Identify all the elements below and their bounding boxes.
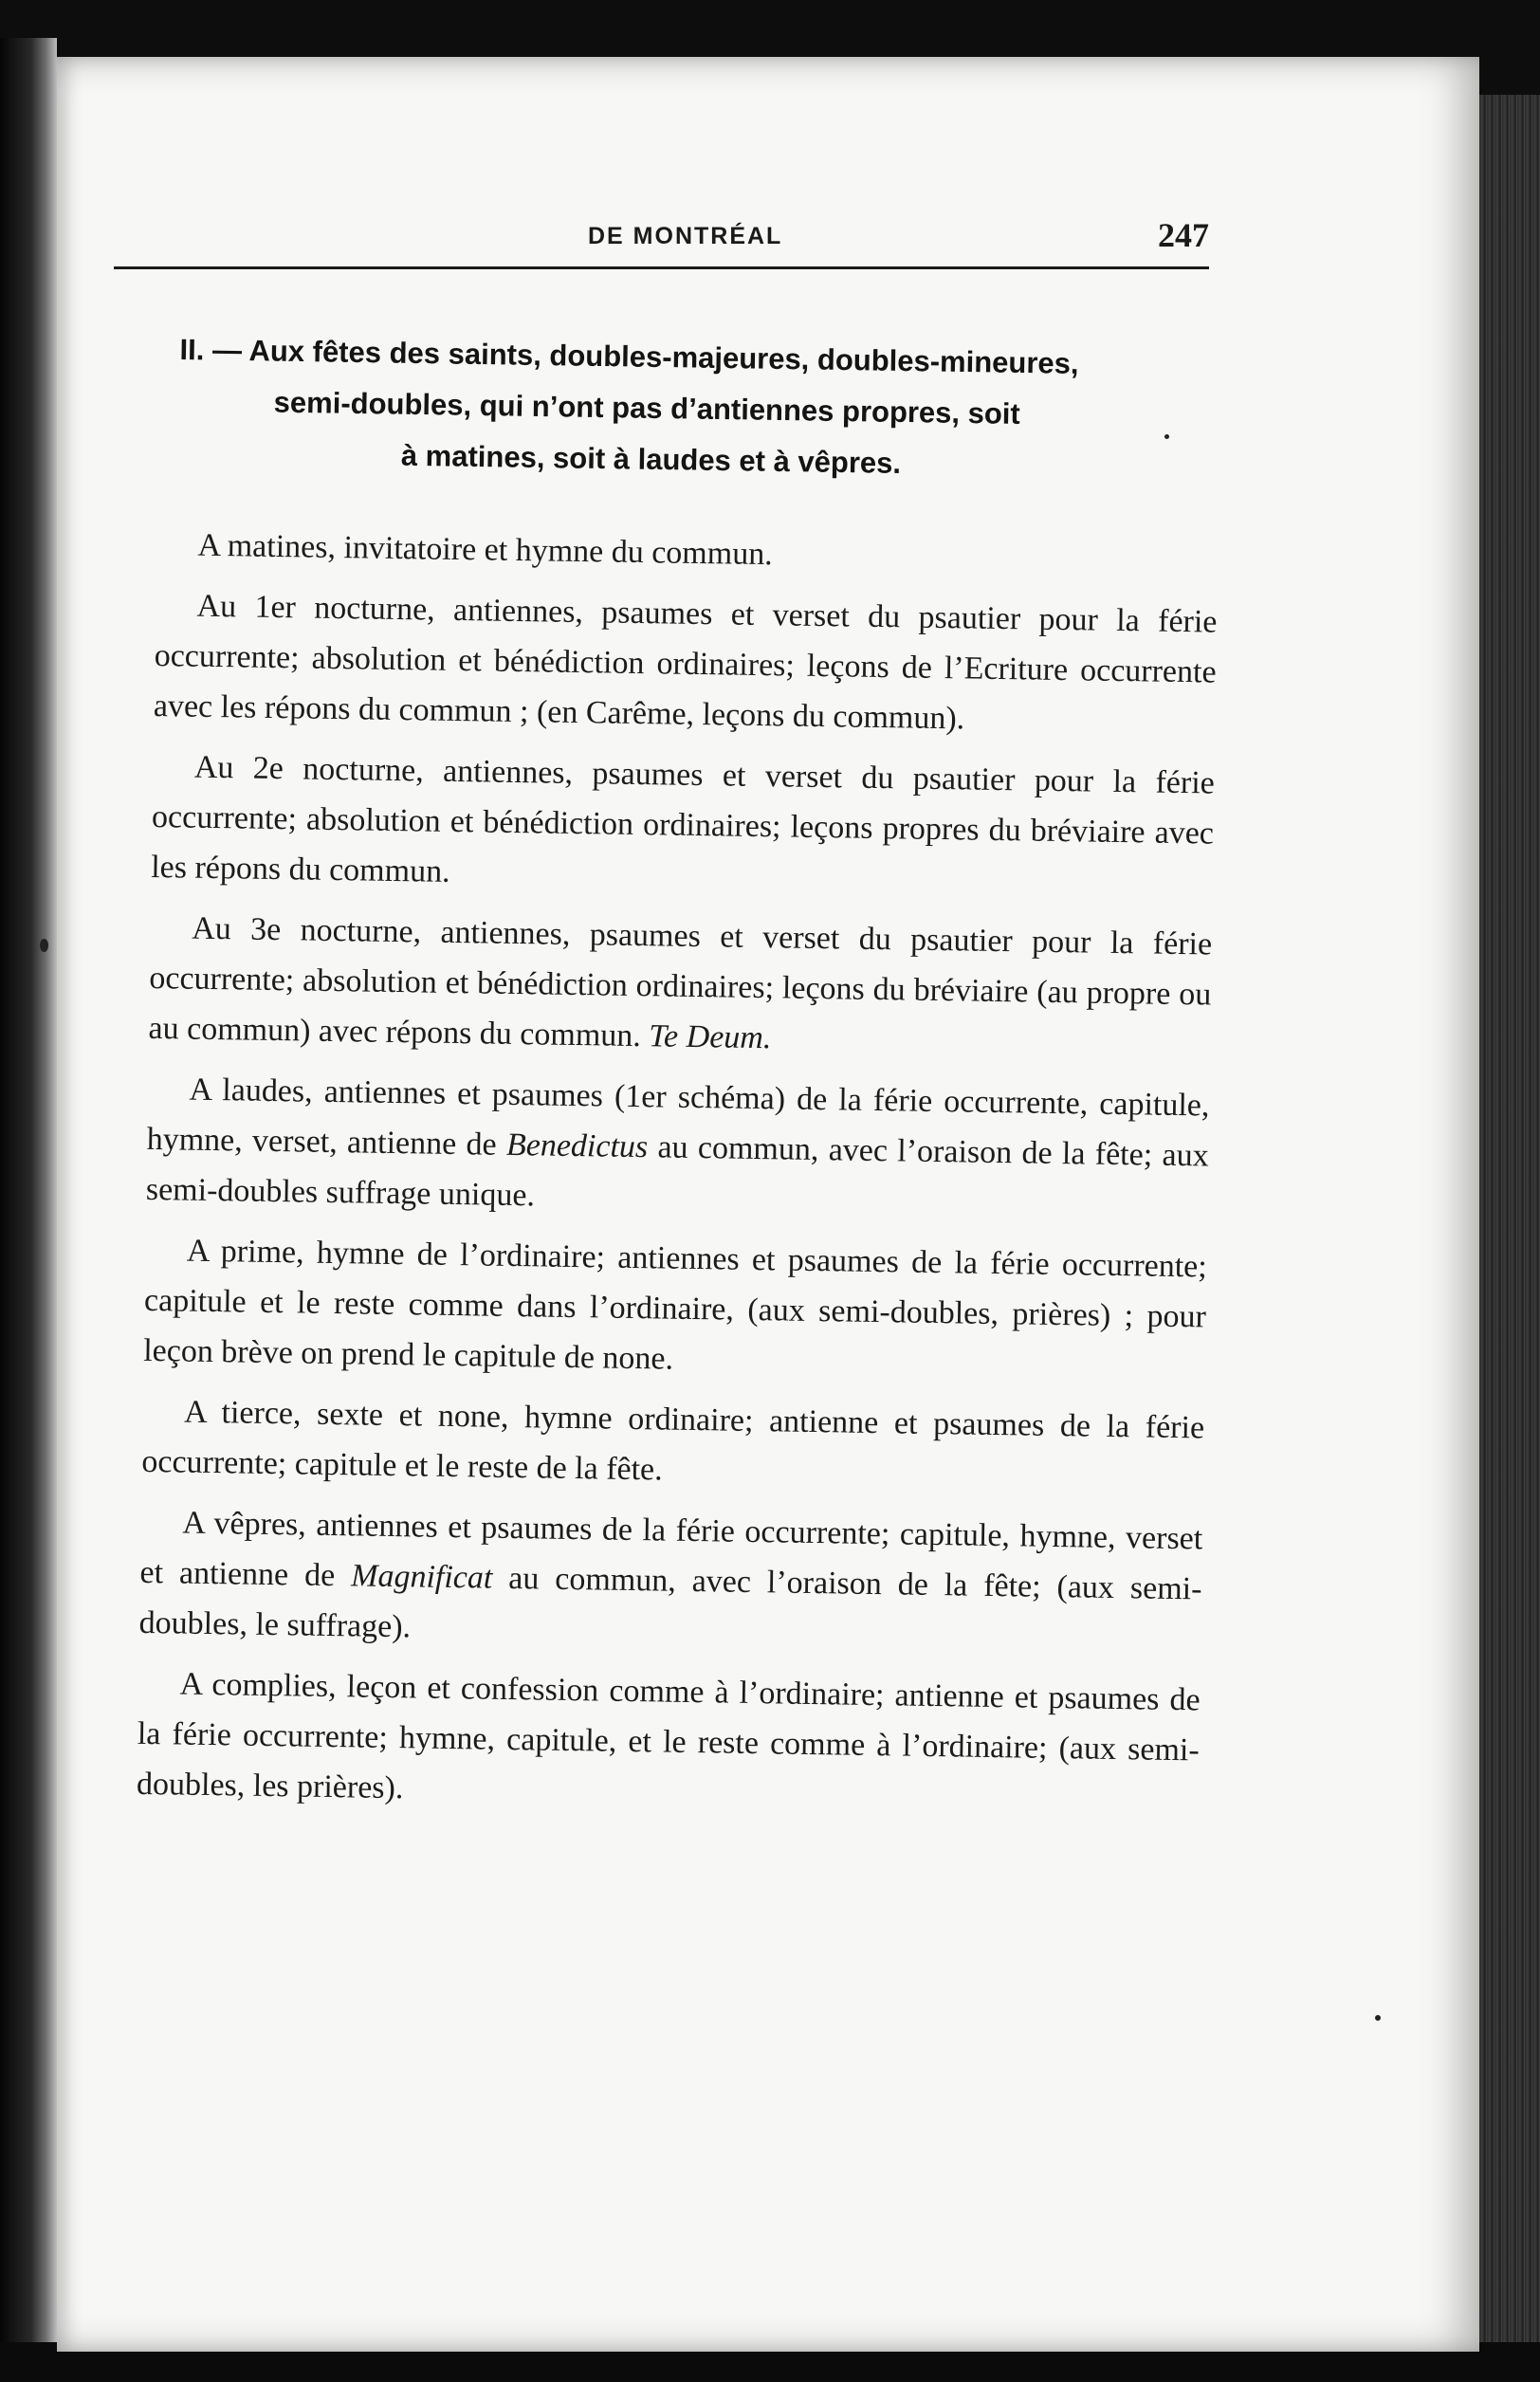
section-heading	[177, 324, 1203, 494]
running-head: DE MONTRÉAL	[588, 223, 783, 249]
section-heading-line: II. — Aux fêtes des saints, doubles-majeures, doubles-mineures,	[179, 332, 1079, 380]
paragraph-1er-nocturne: Au 1er nocturne, antiennes, psaumes et verset du psautier pour la férie occurrente; absolution et bénédiction ordinaires; leçons de l’Ecriture occurrente avec les répons du commun ; (en Carême, leçons du commun).	[153, 588, 1218, 737]
paragraph-laudes: A laudes, antiennes et psaumes (1er schéma) de la férie occurrente, capitule, hymne, verset, antienne de Benedictus au commun, avec l’oraison de la fête; aux semi-doubles suffrage unique.	[145, 1072, 1210, 1214]
paragraph-2e-nocturne: Au 2e nocturne, antiennes, psaumes et verset du psautier pour la férie occurrente; absolution et bénédiction ordinaires; leçons propres du bréviaire avec les répons du commun.	[150, 749, 1216, 889]
page-number: 247	[1158, 216, 1209, 254]
page-stack-edge	[1479, 95, 1540, 2382]
paragraph-prime: A prime, hymne de l’ordinaire; antiennes et psaumes de la férie occurrente; capitule et le reste comme dans l’ordinaire, (aux semi-doubles, prières) ; pour leçon brève on prend le capitule de none.	[142, 1233, 1208, 1377]
scan-speck	[1375, 2015, 1381, 2021]
section-heading-line: à matines, soit à laudes et à vêpres.	[400, 438, 902, 480]
paragraph-3e-nocturne: Au 3e nocturne, antiennes, psaumes et verset du psautier pour la férie occurrente; absolution et bénédiction ordinaires; leçons du bréviaire (au propre ou au commun) avec répons du commun. Te Deum.	[148, 910, 1213, 1056]
italic-term: Te Deum.	[649, 1018, 772, 1056]
scan-speck	[1164, 434, 1169, 439]
paragraph-matines: A matines, invitatoire et hymne du commun.	[197, 527, 774, 573]
section-heading-line: semi-doubles, qui n’ont pas d’antiennes propres, soit	[273, 385, 1021, 431]
paragraph-tierce: A tierce, sexte et none, hymne ordinaire; antienne et psaumes de la férie occurrente; capitule et le reste de la fête.	[141, 1394, 1205, 1488]
italic-term: Benedictus	[505, 1127, 649, 1165]
paragraph-complies: A complies, leçon et confession comme à l’ordinaire; antienne et psaumes de la férie occurrente; hymne, capitule, et le reste comme à l’ordinaire; (aux semi-doubles, les prières).	[136, 1666, 1201, 1806]
book-spine-shadow	[0, 38, 57, 2352]
italic-term: Magnificat	[350, 1558, 493, 1596]
paragraph-vepres: A vêpres, antiennes et psaumes de la férie occurrente; capitule, hymne, verset et antienne de Magnificat au commun, avec l’oraison de la fête; (aux semi-doubles, le suffrage).	[138, 1505, 1203, 1645]
page-header	[114, 213, 1209, 269]
body-text	[136, 520, 1218, 1836]
scan-speck	[40, 939, 48, 952]
